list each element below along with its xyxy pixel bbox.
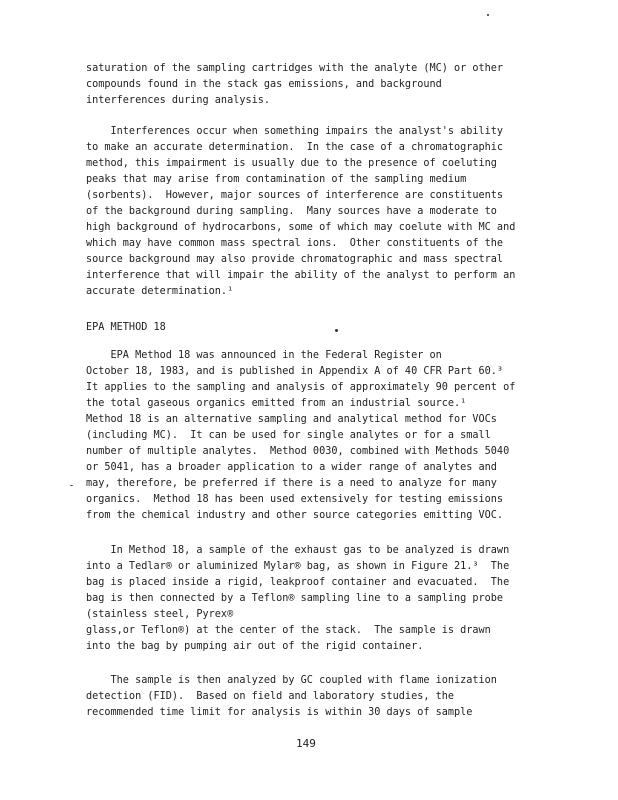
text-line: of the background during sampling. Many sources have a moderate to [86,206,497,217]
text-line: bag is placed inside a rigid, leakproof container and evacuated. The [86,577,510,588]
text-line: interference that will impair the ability of the analyst to perform an [86,270,516,281]
text-line: saturation of the sampling cartridges with the analyte (MC) or other [86,63,504,74]
text-line: recommended time limit for analysis is within 30 days of sample [86,707,473,718]
text-line: from the chemical industry and other source categories emitting VOC. [86,510,504,521]
text-line: into the bag by pumping air out of the rigid container. [86,641,424,652]
text-line: The sample is then analyzed by GC coupled with flame ionization [86,675,497,686]
text-line: It applies to the sampling and analysis of approximately 90 percent of [86,382,516,393]
text-line: may, therefore, be preferred if there is a need to analyze for many [86,478,497,489]
scan-speck [335,329,338,332]
text-line: source background may also provide chromatographic and mass spectral [86,254,504,265]
text-line: the total gaseous organics emitted from an industrial source.¹ [86,398,467,409]
section-heading: EPA METHOD 18 [86,322,166,333]
text-line: to make an accurate determination. In the case of a chromatographic [86,142,504,153]
text-line: (sorbents). However, major sources of interference are constituents [86,190,504,201]
scan-speck [70,485,73,486]
text-line: glass,or Teflon®) at the center of the stack. The sample is drawn [86,625,491,636]
text-line: interferences during analysis. [86,95,271,106]
text-line: high background of hydrocarbons, some of which may coelute with MC and [86,222,516,233]
page-number: 149 [296,737,316,750]
text-line: October 18, 1983, and is published in Appendix A of 40 CFR Part 60.³ [86,366,504,377]
text-line: or 5041, has a broader application to a wider range of analytes and [86,462,497,473]
text-line: Interferences occur when something impairs the analyst's ability [86,126,504,137]
text-line: EPA Method 18 was announced in the Federal Register on [86,350,442,361]
text-line: organics. Method 18 has been used extensively for testing emissions [86,494,504,505]
text-line: Method 18 is an alternative sampling and analytical method for VOCs [86,414,497,425]
text-line: accurate determination.¹ [86,286,234,297]
text-line: (stainless steel, Pyrex® [86,609,234,620]
text-line: which may have common mass spectral ions. Other constituents of the [86,238,504,249]
text-line: into a Tedlar® or aluminized Mylar® bag, as shown in Figure 21.³ The [86,561,510,572]
text-line: number of multiple analytes. Method 0030, combined with Methods 5040 [86,446,510,457]
text-line: peaks that may arise from contamination of the sampling medium [86,174,467,185]
text-line: bag is then connected by a Teflon® sampling line to a sampling probe [86,593,504,604]
text-line: detection (FID). Based on field and laboratory studies, the [86,691,455,702]
scan-speck [487,14,489,16]
text-line: method, this impairment is usually due to the presence of coeluting [86,158,497,169]
text-line: (including MC). It can be used for single analytes or for a small [86,430,491,441]
text-line: In Method 18, a sample of the exhaust gas to be analyzed is drawn [86,545,510,556]
text-line: compounds found in the stack gas emissions, and background [86,79,442,90]
